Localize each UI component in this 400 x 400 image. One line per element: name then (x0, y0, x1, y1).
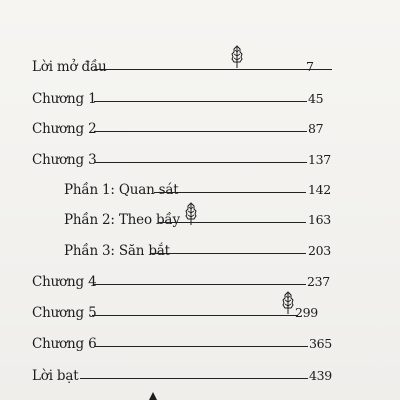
toc-entry-afterword[interactable] (32, 366, 332, 386)
toc-entry-chapter-3[interactable] (32, 150, 331, 170)
toc-entry-page: 163 (308, 212, 331, 227)
toc-entry-chapter-4[interactable] (32, 272, 330, 292)
toc-leader-line (150, 253, 306, 254)
toc-entry-chapter-1[interactable] (32, 89, 324, 109)
toc-entry-part-3[interactable] (64, 241, 331, 261)
wheat-sprig-icon (185, 201, 197, 225)
toc-entry-page: 137 (308, 152, 331, 167)
toc-entry-label: Phần 1: Quan sát (64, 182, 179, 198)
toc-leader-line (94, 162, 307, 163)
toc-entry-label: Chương 5 (32, 305, 97, 321)
toc-entry-page: 142 (308, 182, 331, 197)
toc-entry-label: Chương 6 (32, 336, 97, 352)
toc-entry-label: Lời bạt (32, 368, 79, 384)
toc-entry-label: Phần 3: Săn bắt (64, 243, 170, 259)
toc-entry-preface[interactable] (32, 57, 320, 77)
toc-entry-label: Lời mở đầu (32, 59, 107, 75)
toc-entry-chapter-2[interactable] (32, 119, 324, 139)
toc-entry-page: 439 (309, 368, 332, 383)
toc-entry-label: Chương 2 (32, 121, 97, 137)
wheat-sprig-tip-icon (148, 392, 158, 400)
toc-entry-label: Chương 4 (32, 274, 97, 290)
toc-leader-line (94, 346, 308, 347)
toc-leader-line (158, 222, 306, 223)
toc-entry-page: 45 (308, 91, 324, 106)
toc-entry-chapter-6[interactable] (32, 334, 332, 354)
toc-entry-page: 365 (309, 336, 332, 351)
wheat-sprig-icon (231, 44, 243, 68)
toc-entry-label: Chương 1 (32, 91, 97, 107)
wheat-sprig-icon (282, 290, 294, 314)
toc-leader-line (92, 315, 298, 316)
toc-entry-page: 7 (306, 59, 314, 74)
toc-leader-line (80, 378, 308, 379)
toc-entry-label: Chương 3 (32, 152, 97, 168)
toc-leader-line (94, 131, 307, 132)
toc-leader-line (154, 192, 306, 193)
toc-entry-page: 203 (308, 243, 331, 258)
toc-leader-line (94, 284, 306, 285)
toc-entry-part-1[interactable] (64, 180, 331, 200)
toc-entry-label: Phần 2: Theo bầy (64, 212, 180, 228)
toc-entry-page: 299 (295, 305, 318, 320)
toc-leader-line (94, 101, 307, 102)
toc-entry-page: 237 (307, 274, 330, 289)
toc-leader-line (94, 69, 332, 70)
toc-entry-page: 87 (308, 121, 324, 136)
